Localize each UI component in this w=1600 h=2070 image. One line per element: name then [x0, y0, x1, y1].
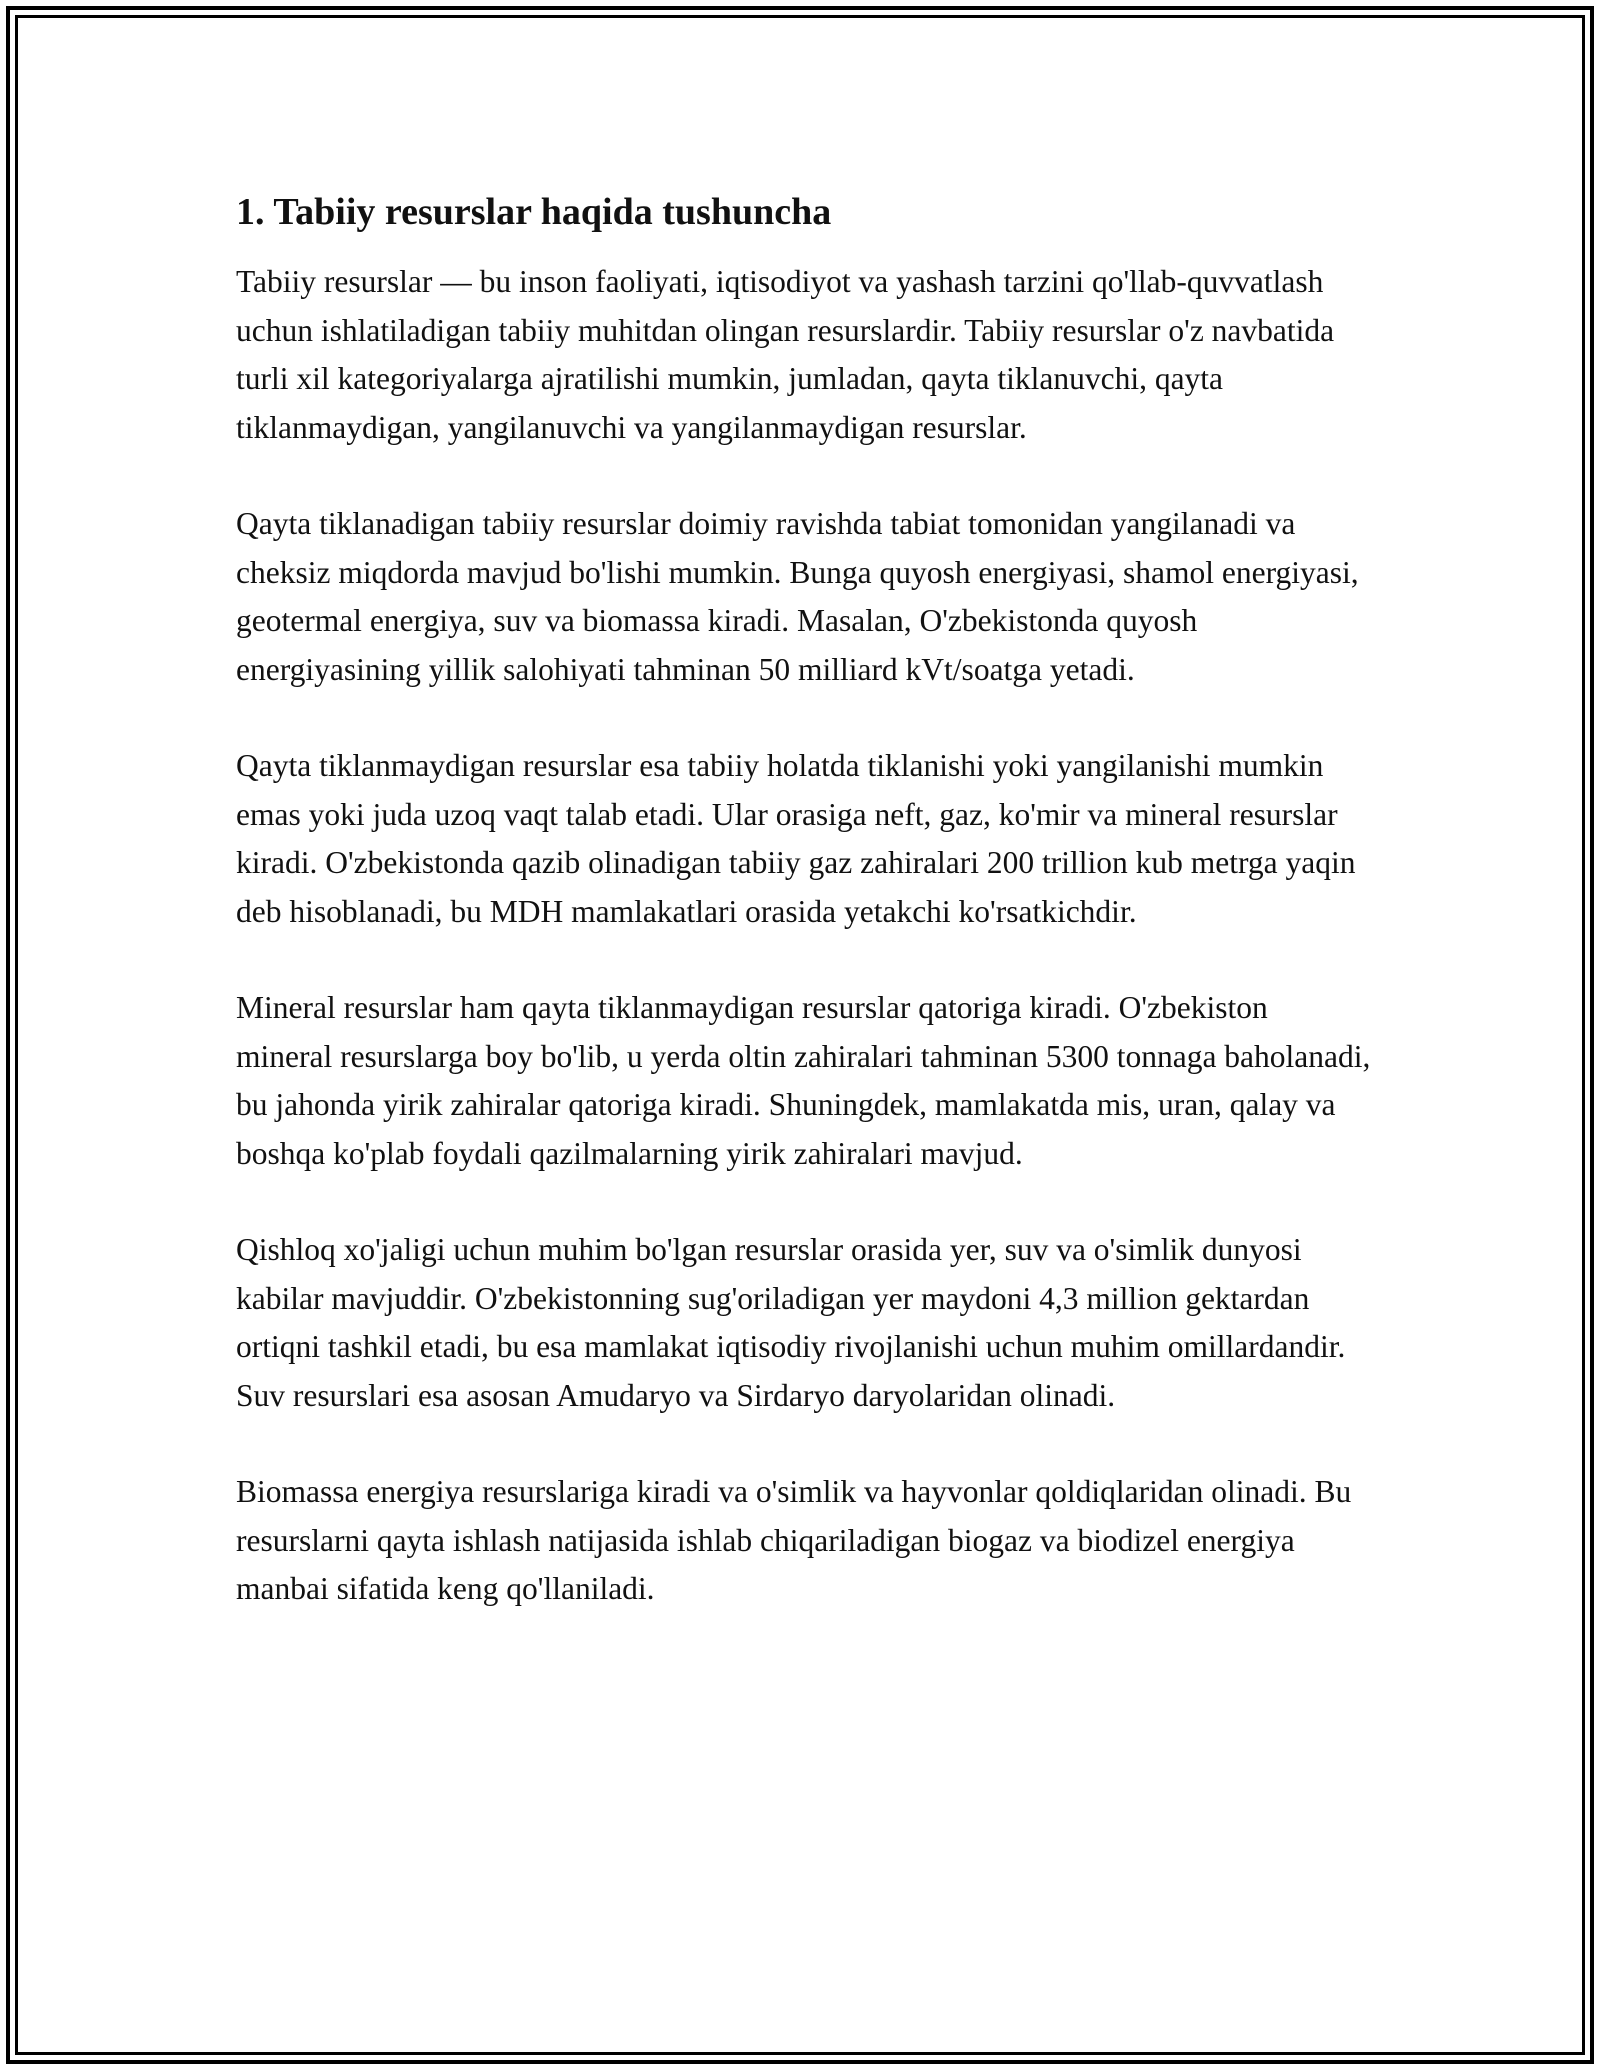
paragraph-mineral: Mineral resurslar ham qayta tiklanmaydigan resurslar qatoriga kiradi. O'zbekiston mineral resurslarga boy bo'lib, u yerda oltin zahiralari tahminan 5300 tonnaga baholanadi, bu jahonda yirik zahiralar qatoriga kiradi. Shuningdek, mamlakatda mis, uran, qalay va boshqa ko'plab foydali qazilmalarning yirik zahiralari mavjud.: [236, 990, 1371, 1171]
paragraph-renewable: Qayta tiklanadigan tabiiy resurslar doimiy ravishda tabiat tomonidan yangilanadi va cheksiz miqdorda mavjud bo'lishi mumkin. Bunga quyosh energiyasi, shamol energiyasi, geotermal energiya, suv va biomassa kiradi. Masalan, O'zbekistonda quyosh energiyasining yillik salohiyati tahminan 50 milliard kVt/soatga yetadi.: [236, 506, 1359, 687]
paragraph-definition: Tabiiy resurslar — bu inson faoliyati, iqtisodiyot va yashash tarzini qo'llab-quvvatlash uchun ishlatiladigan tabiiy muhitdan olingan resurslardir. Tabiiy resurslar o'z navbatida turli xil kategoriyalarga ajratilishi mumkin, jumladan, qayta tiklanuvchi, qayta tiklanmaydigan, yangilanuvchi va yangilanmaydigan resurslar.: [236, 264, 1335, 445]
document-body: [236, 186, 1371, 1662]
section-heading: 1. Tabiiy resurslar haqida tushuncha: [236, 191, 832, 233]
paragraph-nonrenewable: Qayta tiklanmaydigan resurslar esa tabiiy holatda tiklanishi yoki yangilanishi mumkin emas yoki juda uzoq vaqt talab etadi. Ular orasiga neft, gaz, ko'mir va mineral resurslar kiradi. O'zbekistonda qazib olinadigan tabiiy gaz zahiralari 200 trillion kub metrga yaqin deb hisoblanadi, bu MDH mamlakatlari orasida yetakchi ko'rsatkichdir.: [236, 748, 1356, 929]
paragraph-biomass: Biomassa energiya resurslariga kiradi va o'simlik va hayvonlar qoldiqlaridan olinadi. Bu resurslarni qayta ishlash natijasida ishlab chiqariladigan biogaz va biodizel energiya manbai sifatida keng qo'llaniladi.: [236, 1474, 1352, 1606]
paragraph-agriculture: Qishloq xo'jaligi uchun muhim bo'lgan resurslar orasida yer, suv va o'simlik dunyosi kabilar mavjuddir. O'zbekistonning sug'oriladigan yer maydoni 4,3 million gektardan ortiqni tashkil etadi, bu esa mamlakat iqtisodiy rivojlanishi uchun muhim omillardandir. Suv resurslari esa asosan Amudaryo va Sirdaryo daryolaridan olinadi.: [236, 1232, 1346, 1413]
